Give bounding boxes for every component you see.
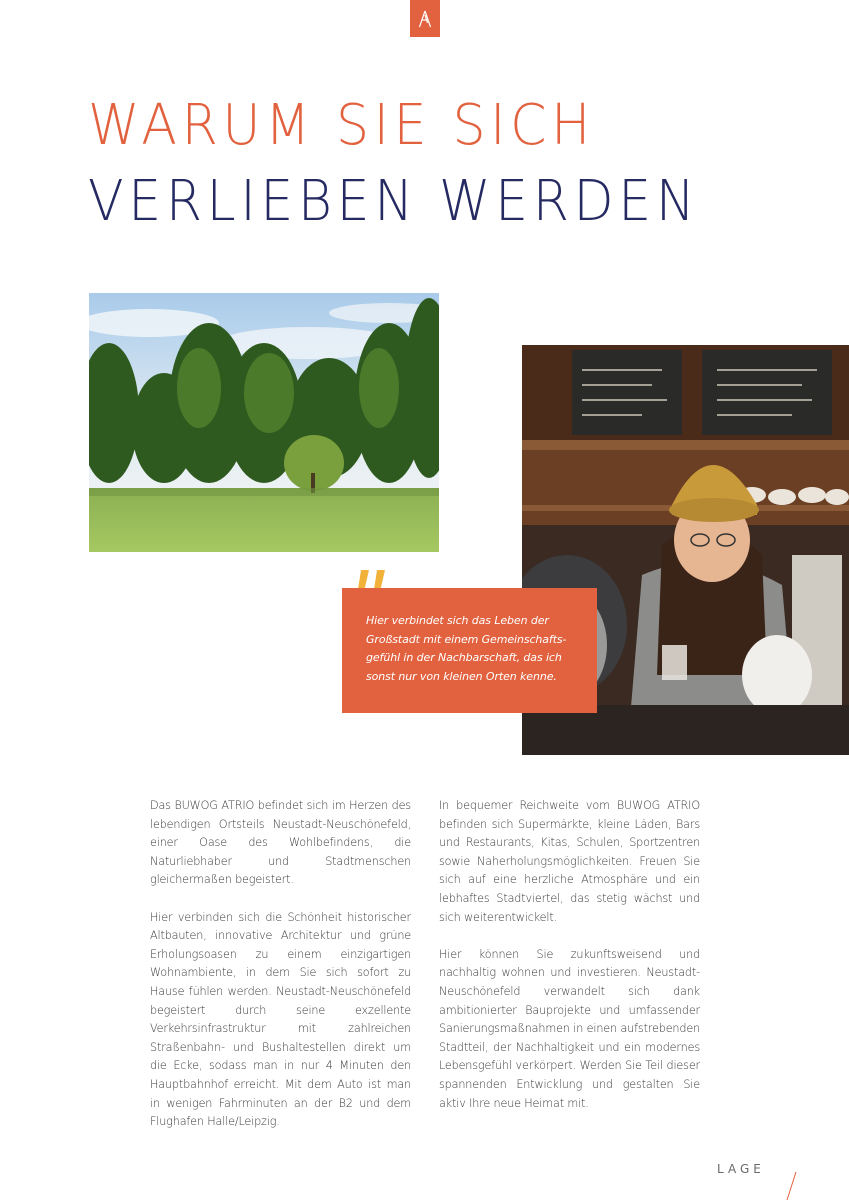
body-paragraph: Hier können Sie zukunftsweisend und nachhaltig wohnen und investieren. Neustadt-Neuschönefeld verwandelt sich dank ambitionierter Bauprojekte und umfassender Sanierungsmaßnahmen in einen aufstrebenden Stadtteil, der Nachhaltigkeit und ein modernes Lebensgefühl verkörpert. Werden Sie Teil dieser spannenden Entwicklung und gestalten Sie aktiv Ihre neue Heimat mit.: [439, 947, 700, 1110]
section-label: LAGE: [717, 1162, 765, 1176]
page-headline: [88, 88, 746, 240]
body-paragraph: Hier verbinden sich die Schönheit historischer Altbauten, innovative Architektur und grüne Erholungsoasen zu einem einzigartigen Wohnambiente, in dem Sie sich sofort zu Hause fühlen werden. Neustadt-Neuschönefeld begeistert durch seine exzellente Verkehrsinfrastruktur mit zahlreichen Straßenbahn- und Bushaltestellen direkt um die Ecke, sodass man in nur 4 Minuten den Hauptbahnhof erreicht. Mit dem Auto ist man in wenigen Fahrminuten an der B2 und dem Flughafen Halle/Leipzig.: [150, 910, 411, 1129]
buwog-a-logo-icon: [418, 10, 432, 28]
quote-line: sonst nur von kleinen Orten kenne.: [366, 669, 557, 683]
quote-line: gefühl in der Nachbarschaft, das ich: [366, 651, 562, 664]
headline-line-2: VERLIEBEN WERDEN: [88, 169, 700, 234]
body-paragraph: Das BUWOG ATRIO befindet sich im Herzen des lebendigen Ortsteils Neustadt-Neuschönefeld, einer Oase des Wohlbefindens, die Naturliebhaber und Stadtmenschen gleichermaßen begeistert.: [150, 799, 411, 887]
body-paragraph: In bequemer Reichweite vom BUWOG ATRIO befinden sich Supermärkte, kleine Läden, Bars und Restaurants, Kitas, Schulen, Sportzentren sowie Naherholungsmöglichkeiten. Freuen Sie sich auf eine herzliche Atmosphäre und ein lebhaftes Stadtviertel, das stetig wächst und sich weiterentwickelt.: [439, 799, 700, 924]
testimonial-quote-box: [342, 588, 597, 713]
logo-tab: [410, 0, 440, 37]
park-with-trees-photo: [89, 293, 439, 552]
quote-line: Hier verbindet sich das Leben der: [366, 614, 549, 627]
headline-line-1: WARUM SIE SICH: [88, 93, 595, 158]
quote-line: Großstadt mit einem Gemeinschafts-: [366, 632, 567, 646]
body-column-left: [150, 797, 411, 1150]
body-column-right: [439, 797, 700, 1132]
decorative-slash-icon: [784, 1172, 798, 1200]
testimonial-quote-text: [366, 612, 579, 686]
